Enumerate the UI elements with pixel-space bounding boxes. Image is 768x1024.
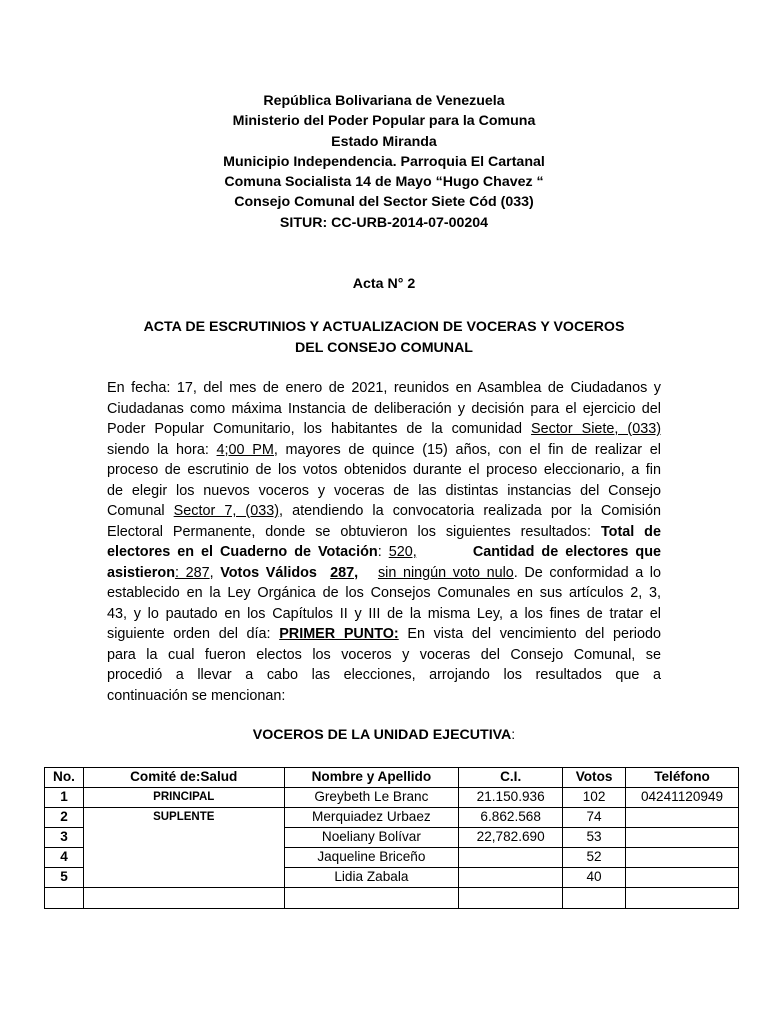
body-text: En fecha: 17, del mes de enero de 2021, reunidos en Asamblea de Ciudadanos y (107, 380, 661, 396)
body-line (107, 686, 661, 707)
body-line (107, 522, 661, 543)
section-title-text: VOCEROS DE LA UNIDAD EJECUTIVA (252, 727, 512, 743)
body-text: Comunal (107, 503, 174, 519)
document-title (0, 317, 768, 358)
body-line (107, 378, 661, 399)
body-line (107, 645, 661, 666)
body-text: Poder Popular Comunitario, los habitantes de la comunidad (107, 421, 532, 437)
cell-votes: 52 (563, 848, 626, 868)
cell-ci (459, 868, 563, 888)
cell-no: 4 (45, 848, 84, 868)
cell-name: Greybeth Le Branc (284, 788, 459, 808)
first-point-heading: PRIMER PUNTO: (279, 626, 399, 642)
cell-empty (45, 888, 84, 909)
cell-votes: 74 (563, 808, 626, 828)
body-text: mayores de quince (15) años, con el fin de realizar el (277, 441, 661, 458)
body-text: , atendiendo la convocatoria realizada por la Comisión (279, 503, 661, 519)
body-line (107, 399, 661, 420)
section-title-suffix: : (511, 727, 516, 743)
header-line: SITUR: CC-URB-2014-07-00204 (279, 214, 489, 231)
body-text: Ciudadanas como máxima Instancia de deliberación y decisión para el ejercicio del (107, 400, 661, 417)
table-header-row (45, 768, 739, 788)
body-line (107, 604, 661, 625)
header-line: Municipio Independencia. Parroquia El Cartanal (223, 153, 545, 170)
body-line (107, 542, 661, 563)
cell-votes: 102 (563, 788, 626, 808)
column-header: No. (45, 768, 84, 788)
table-row (45, 808, 739, 828)
body-text: . De conformidad a lo (513, 564, 661, 581)
body-line (107, 501, 661, 522)
title-line: DEL CONSEJO COMUNAL (295, 339, 473, 356)
body-line (107, 583, 661, 604)
table-row (45, 788, 739, 808)
cell-ci (459, 848, 563, 868)
body-text: proceso de escrutinio de los votos obtenidos durante el proceso eleccionario, a fin (107, 462, 661, 478)
column-header: Comité de:Salud (83, 768, 284, 788)
header-line: Ministerio del Poder Popular para la Comuna (232, 113, 536, 130)
table-row-empty (45, 888, 739, 909)
cell-no: 3 (45, 828, 84, 848)
cell-empty (459, 888, 563, 909)
cell-phone (626, 848, 739, 868)
cell-empty (83, 888, 284, 909)
cell-name: Lidia Zabala (284, 868, 459, 888)
cell-phone (626, 808, 739, 828)
body-text: para la cual fueron electos los voceros y voceras del Consejo Comunal, se (107, 646, 661, 663)
cell-ci: 6.862.568 (459, 808, 563, 828)
header-line: Comuna Socialista 14 de Mayo “Hugo Chavez “ (224, 174, 544, 191)
body-line (107, 440, 661, 461)
body-text: siguiente orden del día: (107, 626, 280, 642)
cell-no: 2 (45, 808, 84, 828)
header-line: Consejo Comunal del Sector Siete Cód (033) (234, 194, 534, 211)
cell-phone (626, 828, 739, 848)
body-text: procedió a llevar a cabo las elecciones, arrojando los resultados que a (107, 667, 661, 683)
body-text: de elegir los nuevos voceros y voceras de las distintas instancias del Consejo (107, 482, 661, 499)
body-text: 43, y lo pautado en los Capítulos II y III de la misma Ley, a los fines de tratar el (107, 605, 661, 622)
body-paragraph (107, 378, 661, 706)
cell-ci: 21.150.936 (459, 788, 563, 808)
body-bold-text: asistieron (107, 564, 175, 581)
header-line: Estado Miranda (331, 133, 437, 150)
cell-votes: 40 (563, 868, 626, 888)
body-bold-text: electores en el Cuaderno de Votación (107, 544, 378, 560)
cell-empty (284, 888, 459, 909)
valid-votes: 287, (330, 564, 359, 581)
body-text: : (377, 544, 389, 560)
null-votes-note: sin ningún voto nulo (377, 564, 514, 581)
sector-name: Sector 7, (033) (173, 503, 280, 519)
document-header (0, 91, 768, 233)
community-name: Sector Siete, (033) (531, 421, 662, 437)
cell-phone: 04241120949 (626, 788, 739, 808)
acta-number: Acta N° 2 (352, 276, 416, 292)
column-header: Nombre y Apellido (284, 768, 459, 788)
cell-ci: 22,782.690 (459, 828, 563, 848)
cell-name: Jaqueline Briceño (284, 848, 459, 868)
body-bold-text: Cantidad de electores que (472, 544, 661, 560)
cell-name: Merquiadez Urbaez (284, 808, 459, 828)
body-text: En vista del vencimiento del periodo (398, 626, 661, 642)
cell-no: 5 (45, 868, 84, 888)
column-header: Votos (563, 768, 626, 788)
column-header: C.I. (459, 768, 563, 788)
body-line (107, 665, 661, 686)
body-line (107, 563, 661, 584)
title-line: ACTA DE ESCRUTINIOS Y ACTUALIZACION DE VOCERAS Y VOCEROS (143, 319, 625, 335)
cell-no: 1 (45, 788, 84, 808)
cell-role: PRINCIPAL (83, 788, 284, 808)
cell-empty (626, 888, 739, 909)
body-line (107, 460, 661, 481)
body-text: , (209, 564, 221, 581)
cell-phone (626, 868, 739, 888)
body-line (107, 481, 661, 502)
body-line (107, 624, 661, 645)
total-electors: 520, (388, 544, 417, 560)
cell-votes: 53 (563, 828, 626, 848)
meeting-time: 4;00 PM, (216, 441, 278, 458)
body-text: establecido en la Ley Orgánica de los Consejos Comunales en sus artículos 2, 3, (107, 585, 661, 601)
body-text: Electoral Permanente, donde se obtuvieron los siguientes resultados: (107, 523, 601, 540)
body-text: siendo la hora: (107, 441, 217, 458)
cell-role: SUPLENTE (83, 808, 284, 888)
spokespersons-table (44, 767, 739, 909)
header-line: República Bolivariana de Venezuela (263, 93, 505, 109)
section-title (0, 727, 768, 743)
cell-empty (563, 888, 626, 909)
body-bold-text: Total de (600, 523, 661, 540)
cell-name: Noeliany Bolívar (284, 828, 459, 848)
attendees-count: : 287 (174, 564, 210, 581)
body-line (107, 419, 661, 440)
column-header: Teléfono (626, 768, 739, 788)
body-text: continuación se mencionan: (107, 687, 286, 704)
body-bold-text: Votos Válidos (220, 564, 317, 581)
